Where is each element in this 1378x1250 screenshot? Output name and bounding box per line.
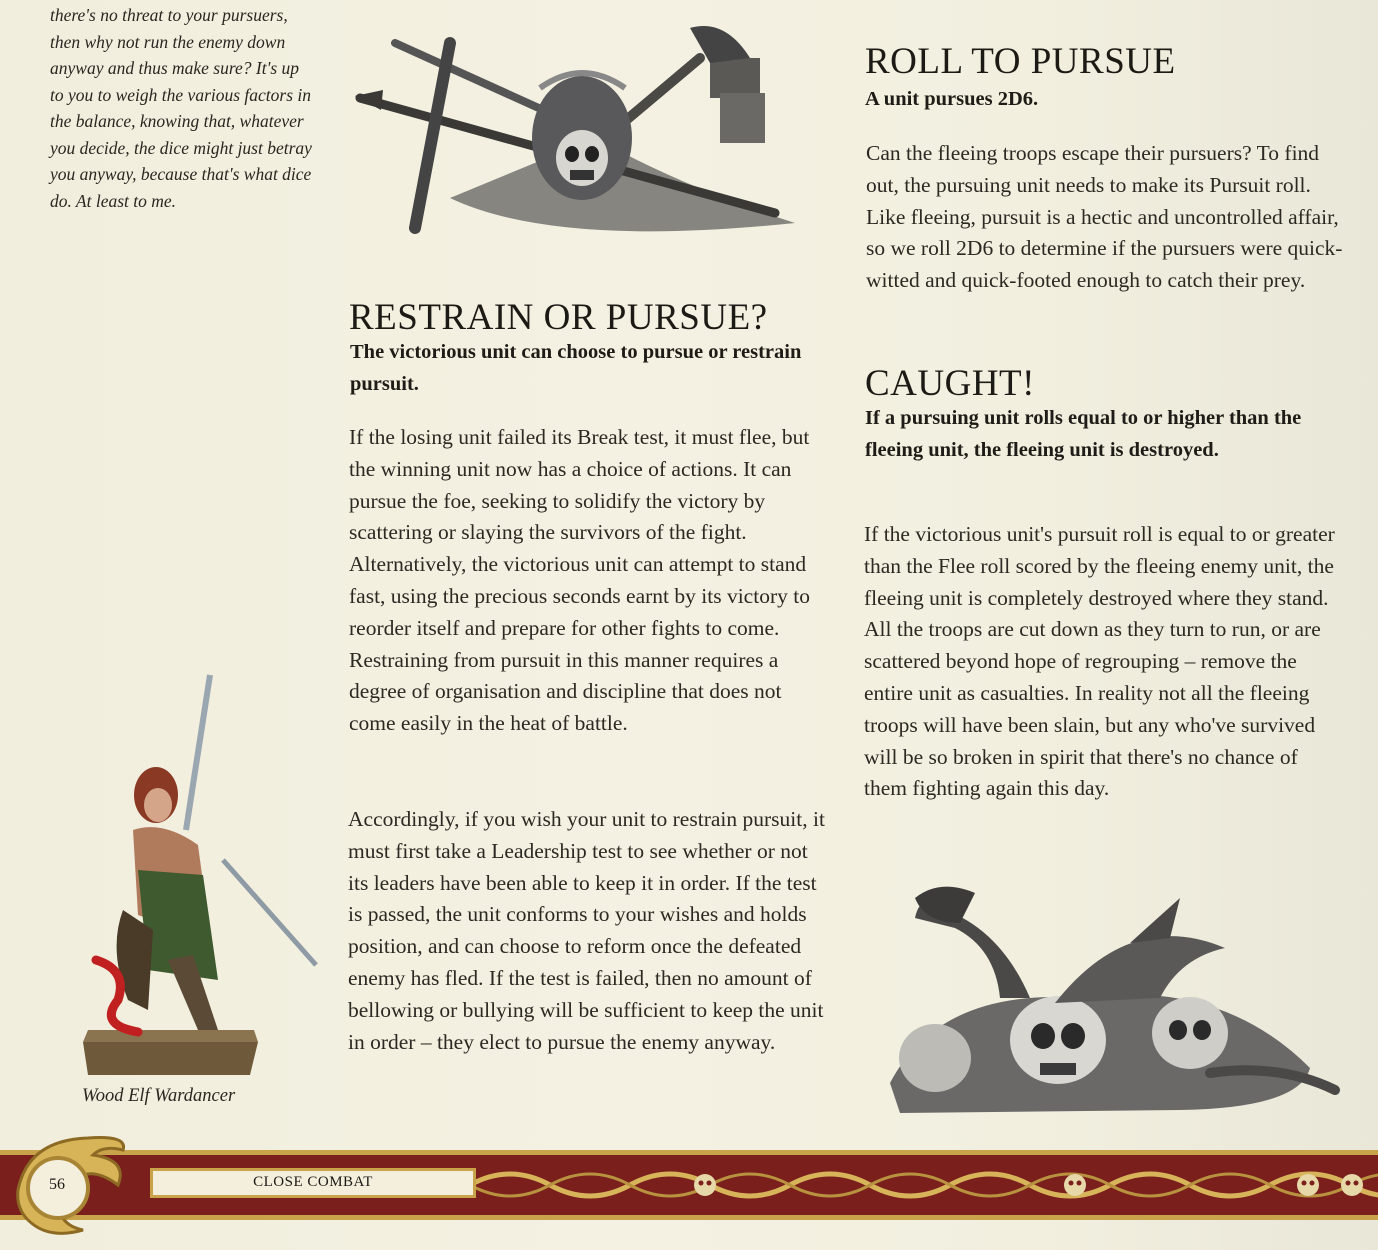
page-number: 56 xyxy=(49,1176,65,1193)
wood-elf-wardancer-figure xyxy=(78,670,318,1080)
sidebar-note: there's no threat to your pursuers, then why not run the enemy down anyway and thus make sure? It's up to you to weigh the various factors in the balance, knowing that, whatever you decide, the dice might just betray you anyway, because that's what dice do. At least to me. xyxy=(50,5,312,211)
figure-caption: Wood Elf Wardancer xyxy=(82,1086,236,1106)
dragon-on-skulls-icon xyxy=(880,868,1345,1118)
caught-subheading: If a pursuing unit rolls equal to or higher than the fleeing unit, the fleeing unit is destroyed. xyxy=(865,407,1302,461)
restrain-paragraph-1: If the losing unit failed its Break test, it must flee, but the winning unit now has a choice of actions. It can pursue the foe, seeking to solidify the victory by scattering or slaying the survivors of the fight. Alternatively, the victorious unit can attempt to stand fast, using the precious seconds earnt by its victory to reorder itself and prepare for other fights to come. Restraining from pursuit in this manner requires a degree of organisation and discipline that does not come easily in the heat of battle. xyxy=(349,425,810,736)
restrain-subheading: The victorious unit can choose to pursue or restrain pursuit. xyxy=(350,341,802,395)
flame-medallion-icon xyxy=(8,1130,148,1248)
crossed-weapons-skull-helm-icon xyxy=(355,18,810,238)
caught-heading: CAUGHT! xyxy=(865,363,1035,404)
footer-ornament-icon xyxy=(470,1158,1378,1212)
roll-paragraph: Can the fleeing troops escape their pursuers? To find out, the pursuing unit needs to make its Pursuit roll. Like fleeing, pursuit is a hectic and uncontrolled affair, so we roll 2D6 to determine if the pursuers were quick-witted and quick-footed enough to catch their prey. xyxy=(866,141,1343,293)
roll-heading: ROLL TO PURSUE xyxy=(865,41,1176,82)
roll-subheading: A unit pursues 2D6. xyxy=(865,88,1039,110)
restrain-paragraph-2: Accordingly, if you wish your unit to restrain pursuit, it must first take a Leadership test to see whether or not its leaders have been able to keep it in order. If the test is passed, the unit conforms to your wishes and holds position, and can choose to reform once the defeated enemy has fled. If the test is failed, then no amount of bellowing or bullying will be sufficient to keep the unit in order – they elect to pursue the enemy anyway. xyxy=(348,807,825,1054)
caught-paragraph: If the victorious unit's pursuit roll is equal to or greater than the Flee roll scored by the fleeing enemy unit, the fleeing unit is completely destroyed where they stand. All the troops are cut down as they turn to run, or are scattered beyond hope of regrouping – remove the entire unit as casualties. In reality not all the fleeing troops will have been slain, but any who've survived will be so broken in spirit that there's no chance of them fighting again this day. xyxy=(864,522,1335,801)
section-label: CLOSE COMBAT xyxy=(253,1174,373,1190)
section-label-box xyxy=(150,1168,476,1198)
restrain-heading: RESTRAIN OR PURSUE? xyxy=(349,297,768,338)
